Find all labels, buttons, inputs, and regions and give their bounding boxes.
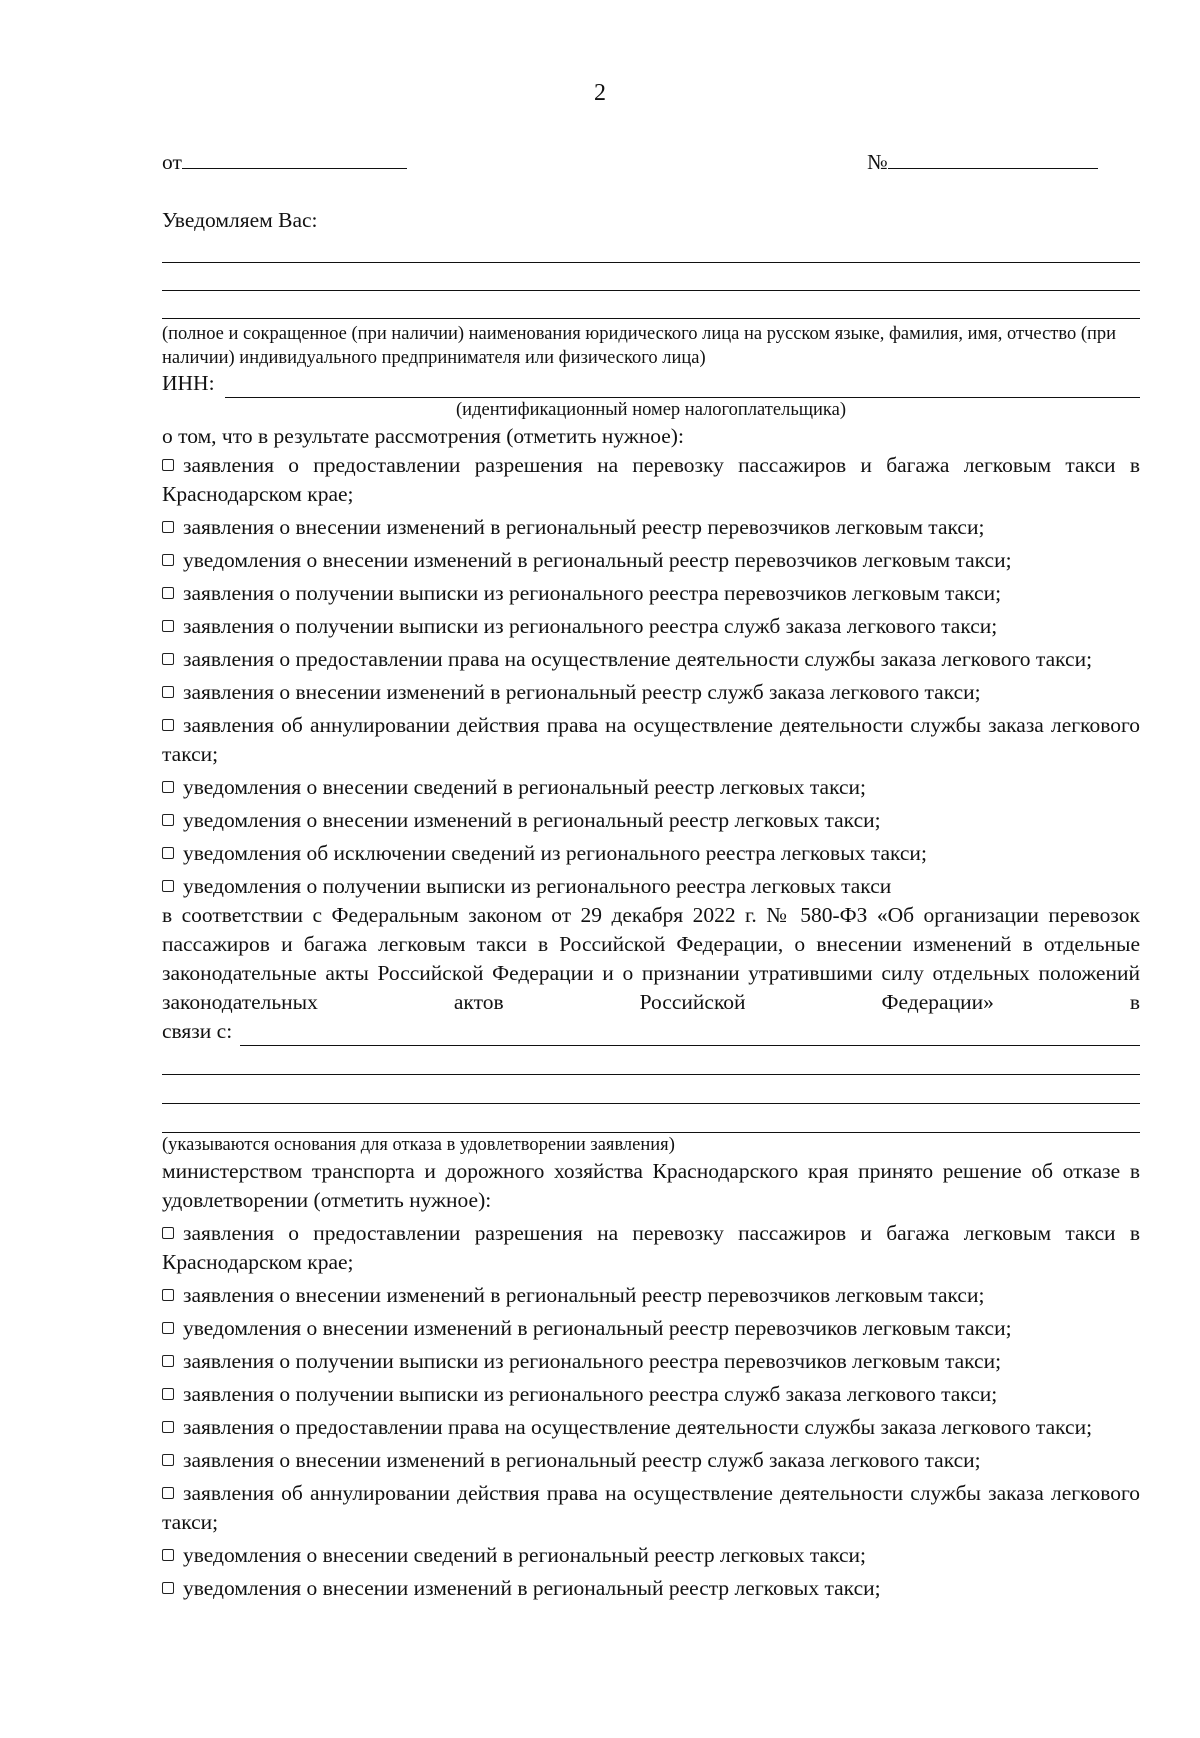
checklist-item[interactable]: уведомления о внесении изменений в региональный реестр легковых такси; xyxy=(162,1574,1140,1603)
checkbox-icon[interactable] xyxy=(162,1289,174,1301)
page-number: 2 xyxy=(594,80,606,106)
checklist-item[interactable]: заявления о внесении изменений в региональный реестр служб заказа легкового такси; xyxy=(162,678,1140,707)
checklist-item[interactable]: уведомления о внесении сведений в региональный реестр легковых такси; xyxy=(162,1541,1140,1570)
checkbox-icon[interactable] xyxy=(162,1582,174,1594)
checkbox-icon[interactable] xyxy=(162,521,174,533)
checkbox-icon[interactable] xyxy=(162,620,174,632)
checkbox-icon[interactable] xyxy=(162,1454,174,1466)
inn-blank[interactable] xyxy=(225,377,1140,398)
decision-text: министерством транспорта и дорожного хозяйства Краснодарского края принято решение об отказе в удовлетворении (отметить нужное): xyxy=(162,1159,1140,1212)
checkbox-icon[interactable] xyxy=(162,1355,174,1367)
main-content xyxy=(162,322,1140,1603)
checkbox-icon[interactable] xyxy=(162,847,174,859)
checkbox-icon[interactable] xyxy=(162,1487,174,1499)
inn-row xyxy=(162,370,1140,398)
checklist-item[interactable]: уведомления о внесении изменений в региональный реестр перевозчиков легковым такси; xyxy=(162,546,1140,575)
checklist-reviewed xyxy=(162,451,1140,901)
checkbox-icon[interactable] xyxy=(162,1322,174,1334)
checklist-item[interactable]: уведомления о внесении изменений в региональный реестр легковых такси; xyxy=(162,806,1140,835)
checklist-item[interactable]: заявления о предоставлении разрешения на перевозку пассажиров и багажа легковым такси в Краснодарском крае; xyxy=(162,1221,1140,1274)
checklist-item[interactable]: заявления об аннулировании действия права на осуществление деятельности службы заказа легкового такси; xyxy=(162,1481,1140,1534)
checkbox-icon[interactable] xyxy=(162,781,174,793)
number-label: № xyxy=(867,150,888,174)
inn-label: ИНН: xyxy=(162,371,215,395)
applicant-blank-line[interactable] xyxy=(162,318,1140,319)
intro-text: о том, что в результате рассмотрения (отметить нужное): xyxy=(162,424,684,448)
reason-blank-line[interactable] xyxy=(162,1104,1140,1133)
from-field xyxy=(162,146,407,177)
checkbox-icon[interactable] xyxy=(162,814,174,826)
checkbox-icon[interactable] xyxy=(162,1549,174,1561)
checklist-item[interactable]: заявления о получении выписки из регионального реестра служб заказа легкового такси; xyxy=(162,1380,1140,1409)
number-blank[interactable] xyxy=(888,146,1098,169)
checklist-item[interactable]: заявления об аннулировании действия права на осуществление деятельности службы заказа легкового такси; xyxy=(162,713,1140,766)
checklist-item[interactable]: заявления о предоставлении разрешения на перевозку пассажиров и багажа легковым такси в Краснодарском крае; xyxy=(162,453,1140,506)
number-field xyxy=(867,146,1098,177)
checklist-item[interactable]: уведомления о внесении сведений в региональный реестр легковых такси; xyxy=(162,773,1140,802)
reason-blank-line[interactable] xyxy=(162,1046,1140,1075)
checkbox-icon[interactable] xyxy=(162,719,174,731)
checklist-item[interactable]: заявления о внесении изменений в региональный реестр перевозчиков легковым такси; xyxy=(162,513,1140,542)
checklist-item[interactable]: заявления о внесении изменений в региональный реестр перевозчиков легковым такси; xyxy=(162,1281,1140,1310)
notify-label: Уведомляем Вас: xyxy=(162,208,318,232)
from-date-blank[interactable] xyxy=(182,146,407,169)
checklist-item[interactable]: заявления о получении выписки из регионального реестра служб заказа легкового такси; xyxy=(162,612,1140,641)
checklist-item[interactable]: уведомления о получении выписки из регионального реестра легковых такси xyxy=(162,872,1140,901)
checklist-item[interactable]: уведомления о внесении изменений в региональный реестр перевозчиков легковым такси; xyxy=(162,1314,1140,1343)
law-reference-text: в соответствии с Федеральным законом от 29 декабря 2022 г. № 580-ФЗ «Об организации перевозок пассажиров и багажа легковым такси в Российской Федерации, о внесении изменений в отдельные законодательные акты Российской Федерации и о признании утратившими силу отдельных положений законодательных актов Российской Федерации» в xyxy=(162,903,1140,1014)
checklist-refused xyxy=(162,1219,1140,1603)
reason-row xyxy=(162,1017,1140,1046)
inn-caption: (идентификационный номер налогоплательщика) xyxy=(456,400,846,420)
checklist-item[interactable]: заявления о предоставлении права на осуществление деятельности службы заказа легкового такси; xyxy=(162,645,1140,674)
reason-caption: (указываются основания для отказа в удовлетворении заявления) xyxy=(162,1135,675,1155)
checkbox-icon[interactable] xyxy=(162,686,174,698)
applicant-caption: (полное и сокращенное (при наличии) наименования юридического лица на русском языке, фамилия, имя, отчество (при наличии) индивидуального предпринимателя или физического лица) xyxy=(162,324,1117,368)
checkbox-icon[interactable] xyxy=(162,1227,174,1239)
header-row xyxy=(162,146,1140,178)
applicant-blank-line[interactable] xyxy=(162,262,1140,263)
checklist-item[interactable]: заявления о получении выписки из регионального реестра перевозчиков легковым такси; xyxy=(162,1347,1140,1376)
checkbox-icon[interactable] xyxy=(162,1388,174,1400)
checkbox-icon[interactable] xyxy=(162,554,174,566)
applicant-blank-line[interactable] xyxy=(162,290,1140,291)
checkbox-icon[interactable] xyxy=(162,1421,174,1433)
from-label: от xyxy=(162,150,182,174)
reason-blank-line[interactable] xyxy=(162,1075,1140,1104)
checkbox-icon[interactable] xyxy=(162,459,174,471)
checklist-item[interactable]: заявления о внесении изменений в региональный реестр служб заказа легкового такси; xyxy=(162,1446,1140,1475)
checkbox-icon[interactable] xyxy=(162,653,174,665)
reason-label: связи с: xyxy=(162,1019,233,1043)
checklist-item[interactable]: заявления о предоставлении права на осуществление деятельности службы заказа легкового такси; xyxy=(162,1413,1140,1442)
checklist-item[interactable]: уведомления об исключении сведений из регионального реестра легковых такси; xyxy=(162,839,1140,868)
checkbox-icon[interactable] xyxy=(162,880,174,892)
checklist-item[interactable]: заявления о получении выписки из регионального реестра перевозчиков легковым такси; xyxy=(162,579,1140,608)
checkbox-icon[interactable] xyxy=(162,587,174,599)
reason-blank[interactable] xyxy=(240,1025,1140,1046)
